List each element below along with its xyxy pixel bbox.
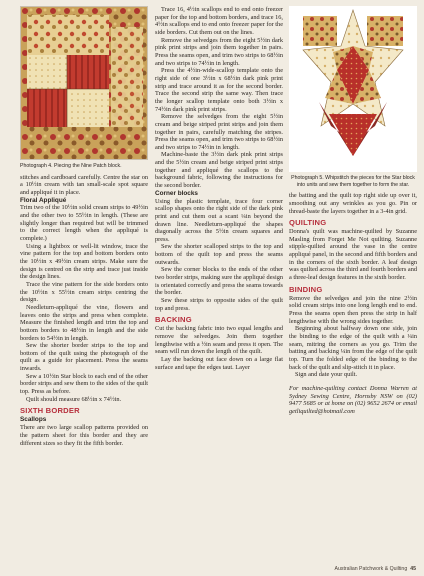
body-paragraph: Sew these strips to opposite sides of the quilt top and press. bbox=[155, 297, 283, 312]
subheading-floral-applique: Floral Appliqué bbox=[20, 196, 67, 204]
body-paragraph: Trace 16, 4½in scallops end to end onto freezer paper for the top and bottom borders, and trace 16, 4½in scallops end to end onto freezer paper for the side borders. Cut them out on the lines. bbox=[155, 6, 283, 36]
body-paragraph: Using the plastic template, trace four corner scallop shapes onto the right side of the dark pink print and cut them out a scant ¼in beyond the drawn line. Needleturn-appliqué the shapes diagonally across the 5½in cream squares and press. bbox=[155, 197, 283, 243]
body-paragraph: Cut the backing fabric into two equal lengths and remove the selvedges. Join them together lengthwise with a ½in seam and press it open. The seam will run down the length of the quilt. bbox=[155, 325, 283, 356]
body-paragraph: Sew the corner blocks to the ends of the other two border strips, making sure the appliqué design is orientated correctly and press the seams towards the border. bbox=[155, 266, 283, 297]
body-paragraph: There are two large scallop patterns provided on the pattern sheet for this border and they are different sizes so they fit the fifth border. bbox=[20, 424, 148, 447]
nine-patch-fabric-image bbox=[21, 7, 148, 159]
column-2 bbox=[155, 0, 283, 371]
photo-5-caption: Photograph 5. Whipstitch the pieces for the Star block into units and sew them together to form the star. bbox=[291, 175, 415, 188]
photo-nine-patch bbox=[20, 6, 148, 160]
photo-4-caption: Photograph 4. Piecing the Nine Patch block. bbox=[20, 163, 122, 169]
body-paragraph: Sew the shorter border strips to the top and bottom of the quilt using the photograph of the quilt as a guide for placement. Press the seams inwards. bbox=[20, 342, 148, 373]
body-paragraph: Remove the selvedges from the eight 5½in dark pink print strips and join them together in pairs. Press the seams open, and trim two strips to 68½in and two strips to 74½in in length. bbox=[155, 36, 283, 67]
section-heading-binding: BINDING bbox=[289, 284, 323, 294]
body-paragraph: Using a lightbox or well-lit window, trace the vine pattern for the top and bottom borders onto the 10½in x 49½in cream strips. Make sure the design is centred on the strip and trace just inside the design lines. bbox=[20, 242, 148, 281]
body-paragraph: Remove the selvedges from the eight 5½in cream and beige striped print strips and join them together in pairs, carefully matching the stripes. Press the seams open, and trim two strips to 68½in and two strips to 74½in in length. bbox=[155, 113, 283, 151]
photo-star-block bbox=[289, 6, 417, 172]
body-paragraph: the batting and the quilt top right side up over it, smoothing out any wrinkles as you go. Pin or thread-baste the layers together in a 3-4in grid. bbox=[289, 192, 417, 215]
page-footer bbox=[335, 566, 416, 572]
body-paragraph: Donna's quilt was machine-quilted by Suzanne Masling from Forget Me Not quilting. Suzanne stipple-quilted around the vase in the centre appliqué panel, in the second and fifth borders and in the corners of the sixth border. A leaf design was quilted across the third and fourth borders and a three-leaf design features in the sixth border. bbox=[289, 228, 417, 282]
body-paragraph: stitches and cardboard carefully. Centre the star on a 10½in cream with tan small-scale spot square and appliqué it in place. bbox=[20, 173, 148, 196]
body-paragraph: Press the 4½in-wide-scallop template onto the right side of one 3½in x 68½in dark pink print strip and trace around it as for the second border. Trace the second strip the same way. Then trace the longer scallop template onto both 3½in x 74½in dark pink print strips. bbox=[155, 67, 283, 113]
page-number: 45 bbox=[410, 566, 416, 572]
body-paragraph: Sew the shorter scalloped strips to the top and bottom of the quilt top and press the seams outwards. bbox=[155, 243, 283, 266]
body-paragraph: Quilt should measure 68½in x 74½in. bbox=[26, 395, 122, 403]
body-paragraph: Machine-baste the 3½in dark pink print strips and the 5½in cream and beige striped print strips together and appliqué the scallops to the background fabric, following the instructions for the second border. bbox=[155, 151, 283, 190]
body-paragraph: Lay the backing out face down on a large flat surface and tape the edges taut. Layer bbox=[155, 356, 283, 371]
magazine-title: Australian Patchwork & Quilting bbox=[334, 566, 408, 572]
body-paragraph: Trim two of the 10½in solid cream strips to 49½in and the other two to 55½in in length. (These are slightly longer than required but will be trimmed to the correct length when the appliqué is complete.) bbox=[20, 204, 148, 242]
body-paragraph: Sew a 10½in Star block to each end of the other border strips and sew them to the sides of the quilt top. Press as before. bbox=[20, 372, 148, 396]
body-paragraph: Remove the selvedges and join the nine 2½in solid cream strips into one long length end to end. Press the seams open then press the strip in half lengthwise with the wrong sides together. bbox=[289, 294, 417, 325]
column-3 bbox=[289, 0, 417, 416]
subheading-scallops: Scallops bbox=[20, 416, 47, 424]
body-paragraph: Beginning about halfway down one side, join the binding to the edge of the quilt with a ¼in seam, mitring the corners as you go. Trim the batting and backing ¼in from the edge of the quilt top. Turn the folded edge of the binding to the back of the quilt and slip-stitch it in place. bbox=[289, 325, 417, 371]
star-block-image bbox=[289, 6, 417, 172]
contact-info: For machine-quilting contact Donna Warren at Sydney Sewing Centre, Hornsby NSW on (02) 9477 5685 or at home on (02) 9652 2674 or email getliquilted@hotmail.com bbox=[289, 384, 417, 415]
section-heading-sixth-border: SIXTH BORDER bbox=[20, 406, 80, 416]
body-paragraph: Needleturn-appliqué the vine, flowers and leaves onto the strips and press when complete. Measure the finished length and trim the top and bottom borders to 48½in in length and the side borders to 54½in in length. bbox=[20, 303, 148, 342]
section-heading-backing: BACKING bbox=[155, 315, 192, 325]
body-paragraph: Sign and date your quilt. bbox=[295, 371, 358, 379]
column-1 bbox=[20, 0, 148, 447]
subheading-corner-blocks: Corner blocks bbox=[155, 189, 198, 197]
section-heading-quilting: QUILTING bbox=[289, 218, 327, 228]
body-paragraph: Trace the vine pattern for the side borders onto the 10½in x 55½in cream strips centring the design. bbox=[20, 280, 148, 304]
